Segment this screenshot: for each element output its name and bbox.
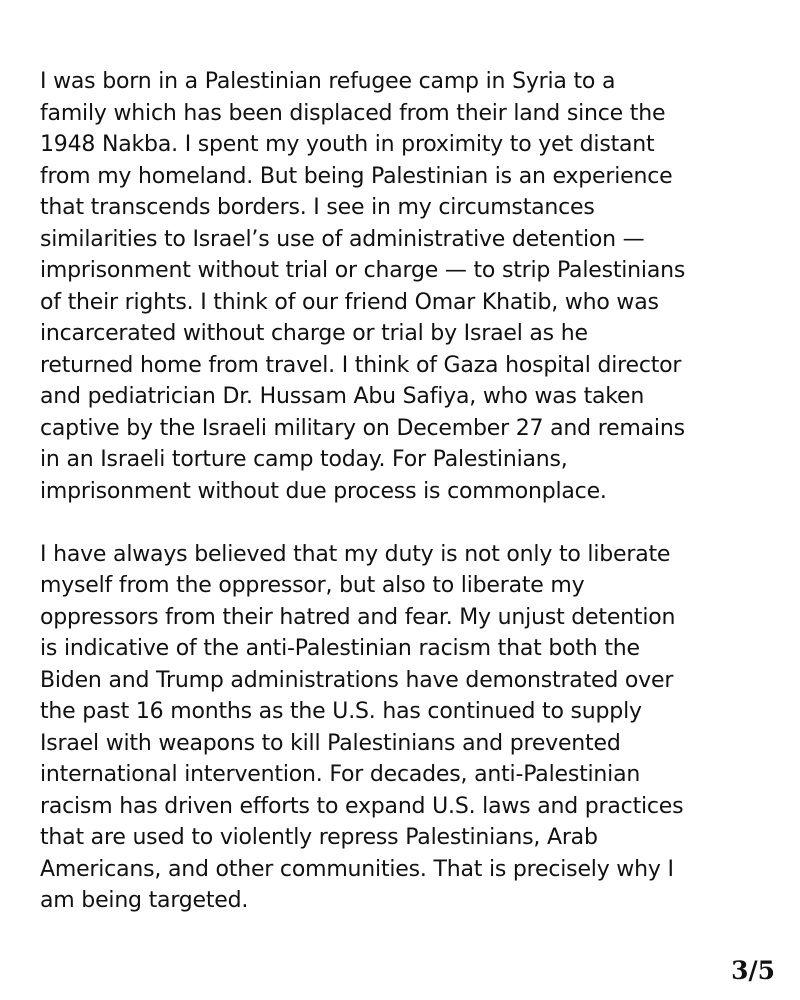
paragraph-line: and pediatrician Dr. Hussam Abu Safiya, who was taken [40, 384, 645, 409]
paragraph-line: Israel with weapons to kill Palestinians and prevented [40, 730, 621, 756]
letter-page [40, 66, 770, 948]
paragraph-line: imprisonment without due process is commonplace. [40, 478, 607, 504]
paragraph-line: Americans, and other communities. That is precisely why I [40, 856, 674, 882]
paragraph-line: similarities to Israel’s use of administrative detention — [40, 226, 645, 252]
paragraph-line: incarcerated without charge or trial by Israel as he [40, 321, 588, 346]
paragraph-line: I was born in a Palestinian refugee camp in Syria to a [40, 69, 616, 94]
paragraph-line: returned home from travel. I think of Gaza hospital director [40, 352, 682, 378]
page-number: 3/5 [731, 956, 775, 985]
paragraph-1 [40, 66, 770, 507]
paragraph-2 [40, 539, 770, 917]
paragraph-line: I have always believed that my duty is not only to liberate [40, 541, 671, 567]
paragraph-line: is indicative of the anti-Palestinian racism that both the [40, 636, 640, 661]
paragraph-line: in an Israeli torture camp today. For Palestinians, [40, 447, 568, 472]
paragraph-line: oppressors from their hatred and fear. My unjust detention [40, 604, 676, 630]
paragraph-line: 1948 Nakba. I spent my youth in proximity to yet distant [40, 132, 655, 157]
paragraph-line: the past 16 months as the U.S. has continued to supply [40, 699, 642, 724]
paragraph-line: captive by the Israeli military on December 27 and remains [40, 415, 685, 441]
paragraph-line: myself from the oppressor, but also to liberate my [40, 573, 585, 598]
paragraph-line: international intervention. For decades, anti-Palestinian [40, 762, 641, 787]
paragraph-line: family which has been displaced from their land since the [40, 100, 666, 126]
paragraph-line: that transcends borders. I see in my circumstances [40, 195, 595, 220]
paragraph-line: imprisonment without trial or charge — to strip Palestinians [40, 258, 686, 283]
paragraph-line: of their rights. I think of our friend Omar Khatib, who was [40, 289, 659, 315]
paragraph-line: racism has driven efforts to expand U.S. laws and practices [40, 793, 684, 819]
paragraph-line: that are used to violently repress Palestinians, Arab [40, 825, 598, 850]
paragraph-line: from my homeland. But being Palestinian is an experience [40, 163, 673, 189]
paragraph-line: am being targeted. [40, 888, 249, 913]
paragraph-line: Biden and Trump administrations have demonstrated over [40, 667, 674, 693]
